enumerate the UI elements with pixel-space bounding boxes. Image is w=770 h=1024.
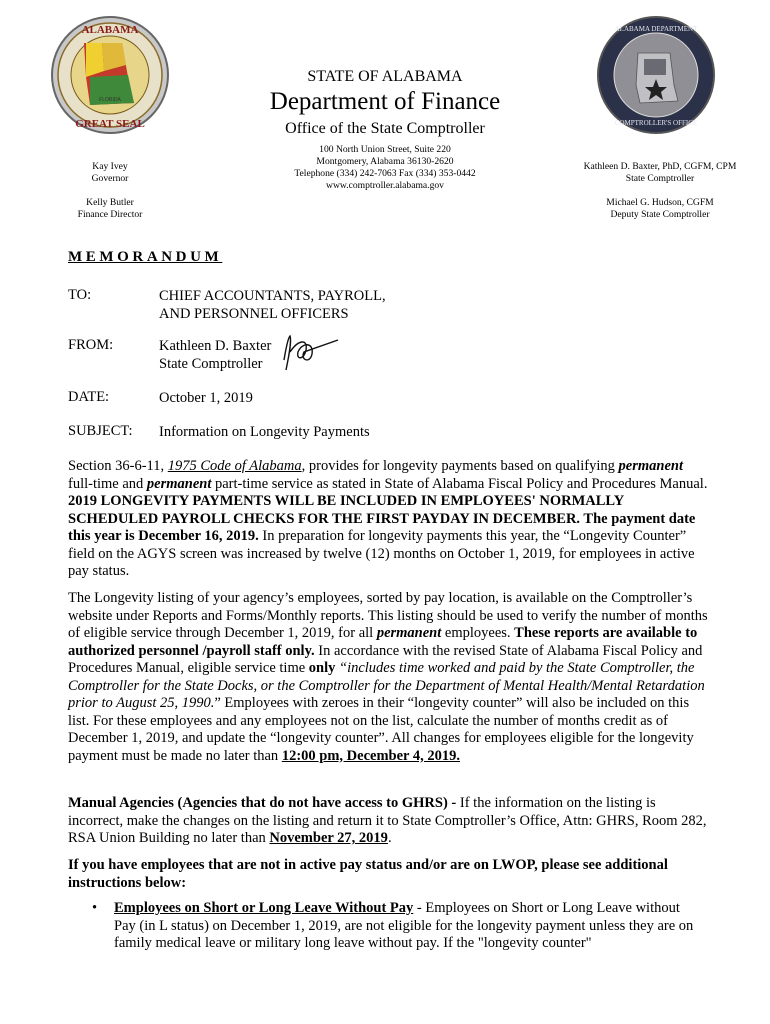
paragraph-2 <box>68 590 708 765</box>
p1-text-a: Section 36-6-11, <box>68 458 168 474</box>
comptroller-title: State Comptroller <box>625 173 695 184</box>
phone-line: Telephone (334) 242-7063 Fax (334) 353-0442 <box>294 168 476 179</box>
signature <box>278 330 342 374</box>
permanent-emphasis: permanent <box>618 458 683 474</box>
department-name: Department of Finance <box>269 88 501 115</box>
subject-label: SUBJECT: <box>68 423 133 439</box>
seal-left-top-text: ALABAMA <box>81 24 139 36</box>
website: www.comptroller.alabama.gov <box>326 180 444 191</box>
address-line-2: Montgomery, Alabama 36130-2620 <box>316 156 454 167</box>
comptroller-block <box>560 161 760 185</box>
deputy-block <box>560 197 760 221</box>
p3-text-a: If the information on the listing is incorrect, make the changes on the listing and return it to State Comptroller’s Office, Attn: GHRS, Room 282, RSA Union Building no later than <box>68 795 707 846</box>
p3-text-b: . <box>387 830 392 846</box>
deputy-title: Deputy State Comptroller <box>610 209 710 220</box>
office-name: Office of the State Comptroller <box>285 120 485 137</box>
bullet-item-leave <box>114 900 704 953</box>
seal-right-top-text: ALABAMA DEPARTMENT <box>614 25 698 33</box>
manual-agencies-heading: Manual Agencies (Agencies that do not have access to GHRS) - <box>68 795 457 811</box>
p2-text-d: ” Employees with zeroes in their “longevity counter” will also be included on this list. For these employees and any employees not on the list, calculate the number of months credit as of December 1, 2019, and update the “longevity counter”. All changes for employees eligible for the longevity payment must be made no later than <box>68 695 694 764</box>
from-value <box>159 337 271 373</box>
policy-quote: “includes time worked and paid by the State Comptroller, the Comptroller for the State Docks, or the Comptroller for the Department of Mental Health/Mental Retardation prior to August 25, 1990. <box>68 660 705 711</box>
code-citation: 1975 Code of Alabama <box>167 458 302 474</box>
from-line-1: Kathleen D. Baxter <box>159 338 272 354</box>
p1-text-c: full-time and <box>68 475 147 492</box>
only-emphasis: only <box>308 660 336 676</box>
seal-left-bottom-text: GREAT SEAL <box>75 118 145 130</box>
to-value <box>159 287 386 323</box>
seal-left-inner-text: FLORIDA <box>99 97 121 103</box>
seal-right-bottom-text: COMPTROLLER'S OFFICE <box>614 119 698 127</box>
deputy-name: Michael G. Hudson, CGFM <box>606 197 714 208</box>
p2-text-a: The Longevity listing of your agency’s employees, sorted by pay location, is available on the Comptroller’s website under Reports and Forms/Monthly reports. This listing should be used to verify the number of months of eligible service through December 1, 2019, for all <box>68 590 708 641</box>
finance-director-block <box>45 197 175 221</box>
p2-text-c: In accordance with the revised State of Alabama Fiscal Policy and Procedures Manual, eligible service time <box>68 642 703 676</box>
state-name: STATE OF ALABAMA <box>307 68 463 85</box>
bullet-text: - Employees on Short or Long Leave without Pay (in L status) on December 1, 2019, are not eligible for the longevity payment unless they are on family medical leave or military long leave without pay. If the "longevity counter" <box>114 900 694 951</box>
authorized-notice: These reports are available to authorized personnel /payroll staff only. <box>68 625 698 659</box>
to-label: TO: <box>68 287 92 303</box>
p2-text-b: employees. <box>441 625 515 641</box>
permanent-emphasis: permanent <box>376 625 442 641</box>
permanent-emphasis: permanent <box>146 475 212 492</box>
bullet-heading: Employees on Short or Long Leave Without Pay <box>114 900 414 916</box>
lwop-heading: If you have employees that are not in active pay status and/or are on LWOP, please see additional instructions below: <box>68 857 668 891</box>
payment-notice: 2019 LONGEVITY PAYMENTS WILL BE INCLUDED IN EMPLOYEES' NORMALLY SCHEDULED PAYROLL CHECKS FOR THE FIRST PAYDAY IN DECEMBER. The payment date this year is December 16, 2019. <box>68 493 696 544</box>
p1-text-d: part-time service as stated in State of Alabama Fiscal Policy and Procedures Manual. <box>211 475 708 492</box>
p1-text-e: In preparation for longevity payments this year, the “Longevity Counter” field on the AGYS screen was increased by twelve (12) months on October 1, 2019, for employees in active pay status. <box>68 528 695 579</box>
finance-director-title: Finance Director <box>77 209 143 220</box>
comptroller-name: Kathleen D. Baxter, PhD, CGFM, CPM <box>583 161 737 172</box>
date-value: October 1, 2019 <box>159 390 253 406</box>
paragraph-3 <box>68 795 708 848</box>
memo-heading: MEMORANDUM <box>68 249 223 265</box>
bullet-marker: • <box>92 900 98 916</box>
finance-director-name: Kelly Butler <box>86 197 134 208</box>
subject-value: Information on Longevity Payments <box>159 424 370 440</box>
p1-text-b: , provides for longevity payments based on qualifying <box>301 458 619 474</box>
address-line-1: 100 North Union Street, Suite 220 <box>319 144 451 155</box>
date-label: DATE: <box>68 389 110 405</box>
deadline-1: 12:00 pm, December 4, 2019. <box>281 747 460 764</box>
from-line-2: State Comptroller <box>159 356 263 372</box>
to-line-1: CHIEF ACCOUNTANTS, PAYROLL, <box>159 288 386 304</box>
to-line-2: AND PERSONNEL OFFICERS <box>159 306 349 322</box>
governor-block <box>45 161 175 185</box>
from-label: FROM: <box>68 337 114 353</box>
paragraph-1 <box>68 458 708 581</box>
deadline-2: November 27, 2019 <box>269 830 388 846</box>
governor-title: Governor <box>91 173 129 184</box>
paragraph-4 <box>68 857 708 892</box>
governor-name: Kay Ivey <box>92 161 128 172</box>
